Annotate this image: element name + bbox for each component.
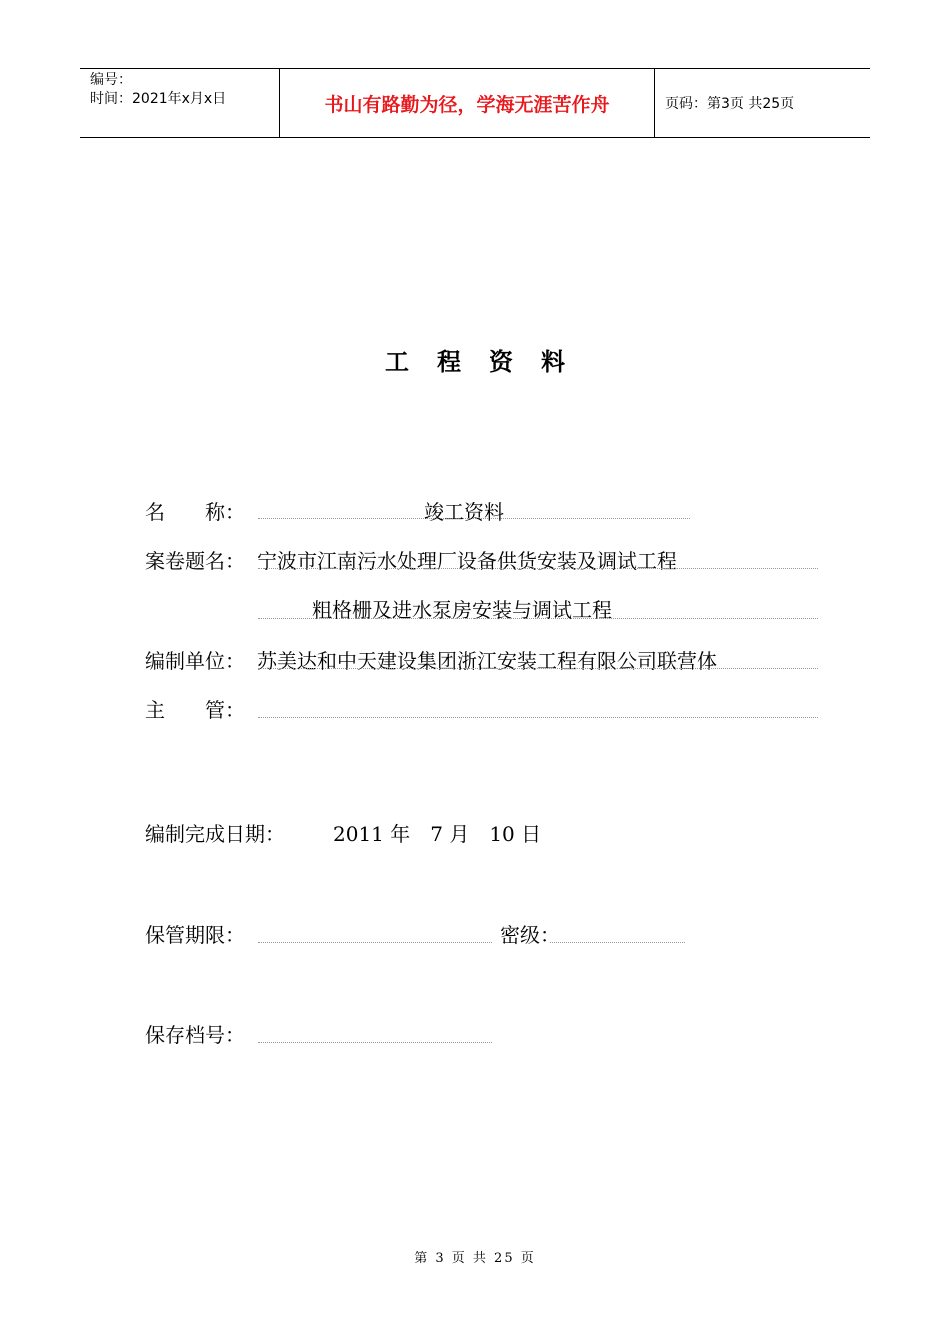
name-value: 竣工资料 xyxy=(424,500,504,524)
header-table xyxy=(80,68,870,138)
document-title: 工程资料 xyxy=(385,348,593,376)
period-label: 保管期限： xyxy=(145,923,245,947)
number-label: 编号： xyxy=(90,72,132,88)
unit-label: 编制单位： xyxy=(145,649,245,673)
archive-underline xyxy=(258,1042,492,1043)
case-title-underline-2 xyxy=(258,618,818,619)
case-title-label: 案卷题名： xyxy=(145,549,245,573)
date-label: 编制完成日期： xyxy=(145,822,285,846)
supervisor-underline xyxy=(258,717,818,718)
time-label: 时间：2021年x月x日 xyxy=(90,91,227,107)
header-left-cell xyxy=(80,69,280,137)
secret-label: 密级： xyxy=(500,923,560,947)
secret-underline xyxy=(550,942,685,943)
archive-label: 保存档号： xyxy=(145,1023,245,1047)
case-title-value-1: 宁波市江南污水处理厂设备供货安装及调试工程 xyxy=(257,549,677,573)
period-underline xyxy=(258,942,492,943)
supervisor-label: 主 管： xyxy=(145,698,245,722)
case-title-underline-1 xyxy=(258,568,818,569)
case-title-value-2: 粗格栅及进水泵房安装与调试工程 xyxy=(312,598,612,622)
header-page-info: 页码：第3页 共25页 xyxy=(665,96,795,112)
header-motto: 书山有路勤为径，学海无涯苦作舟 xyxy=(280,69,655,137)
page-footer: 第 3 页 共 25 页 xyxy=(414,1251,536,1266)
unit-underline xyxy=(258,668,818,669)
name-label: 名 称： xyxy=(145,500,245,524)
date-value: 2011 年 7 月 10 日 xyxy=(333,822,542,846)
unit-value: 苏美达和中天建设集团浙江安装工程有限公司联营体 xyxy=(257,649,717,673)
